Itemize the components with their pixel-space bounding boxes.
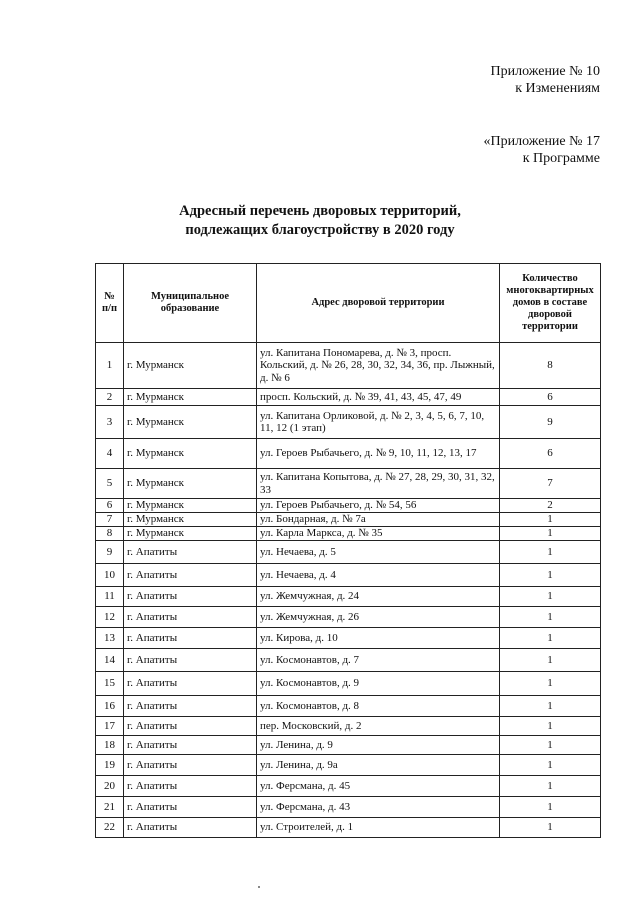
row-number: 22: [96, 818, 124, 838]
address-table: [95, 263, 601, 838]
row-number: 3: [96, 406, 124, 439]
row-address: ул. Ленина, д. 9а: [257, 755, 500, 776]
row-address: ул. Ленина, д. 9: [257, 736, 500, 755]
table-row: [96, 439, 601, 469]
row-municipality: г. Апатиты: [124, 797, 257, 818]
table-row: [96, 736, 601, 755]
appendix-number: Приложение № 10: [490, 64, 600, 79]
row-address: ул. Капитана Пономарева, д. № 3, просп. Кольский, д. № 26, 28, 30, 32, 34, 36, пр. Лыжный, д. № 6: [257, 343, 500, 389]
title-line-2: подлежащих благоустройству в 2020 году: [185, 222, 455, 238]
row-house-count: 1: [500, 755, 601, 776]
row-number: 11: [96, 587, 124, 607]
row-number: 18: [96, 736, 124, 755]
row-address: ул. Кирова, д. 10: [257, 628, 500, 649]
table-row: [96, 696, 601, 717]
row-municipality: г. Апатиты: [124, 649, 257, 672]
row-number: 7: [96, 513, 124, 527]
row-house-count: 1: [500, 776, 601, 797]
row-number: 20: [96, 776, 124, 797]
row-address: ул. Космонавтов, д. 9: [257, 672, 500, 696]
row-number: 21: [96, 797, 124, 818]
table-row: [96, 717, 601, 736]
row-house-count: 1: [500, 587, 601, 607]
table-row: [96, 564, 601, 587]
row-address: ул. Космонавтов, д. 7: [257, 649, 500, 672]
table-row: [96, 541, 601, 564]
row-house-count: 1: [500, 818, 601, 838]
row-municipality: г. Мурманск: [124, 499, 257, 513]
row-address: ул. Жемчужная, д. 24: [257, 587, 500, 607]
row-number: 4: [96, 439, 124, 469]
table-row: [96, 343, 601, 389]
row-house-count: 6: [500, 439, 601, 469]
program-appendix-header: [484, 133, 601, 167]
row-address: ул. Капитана Орликовой, д. № 2, 3, 4, 5, 6, 7, 10, 11, 12 (1 этап): [257, 406, 500, 439]
row-municipality: г. Апатиты: [124, 776, 257, 797]
row-address: ул. Жемчужная, д. 26: [257, 607, 500, 628]
row-house-count: 6: [500, 389, 601, 406]
row-municipality: г. Апатиты: [124, 607, 257, 628]
appendix-header: [491, 63, 601, 97]
row-municipality: г. Мурманск: [124, 469, 257, 499]
row-address: пер. Московский, д. 2: [257, 717, 500, 736]
row-municipality: г. Мурманск: [124, 513, 257, 527]
row-number: 1: [96, 343, 124, 389]
col-header-count: Количество многоквартирных домов в составе дворовой территории: [500, 264, 601, 343]
table-row: [96, 607, 601, 628]
row-address: ул. Карла Маркса, д. № 35: [257, 527, 500, 541]
row-municipality: г. Апатиты: [124, 736, 257, 755]
row-house-count: 1: [500, 628, 601, 649]
row-house-count: 1: [500, 527, 601, 541]
row-municipality: г. Мурманск: [124, 389, 257, 406]
table-row: [96, 755, 601, 776]
row-number: 5: [96, 469, 124, 499]
table-row: [96, 389, 601, 406]
row-house-count: 8: [500, 343, 601, 389]
col-header-address: Адрес дворовой территории: [257, 264, 500, 343]
row-municipality: г. Апатиты: [124, 564, 257, 587]
row-address: ул. Бондарная, д. № 7а: [257, 513, 500, 527]
row-address: просп. Кольский, д. № 39, 41, 43, 45, 47, 49: [257, 389, 500, 406]
row-house-count: 2: [500, 499, 601, 513]
table-body: [96, 343, 601, 838]
row-address: ул. Нечаева, д. 4: [257, 564, 500, 587]
row-number: 9: [96, 541, 124, 564]
table-row: [96, 587, 601, 607]
row-house-count: 1: [500, 541, 601, 564]
row-address: ул. Космонавтов, д. 8: [257, 696, 500, 717]
table-row: [96, 797, 601, 818]
row-municipality: г. Мурманск: [124, 343, 257, 389]
row-address: ул. Ферсмана, д. 45: [257, 776, 500, 797]
row-number: 8: [96, 527, 124, 541]
row-number: 6: [96, 499, 124, 513]
row-municipality: г. Апатиты: [124, 696, 257, 717]
row-address: ул. Нечаева, д. 5: [257, 541, 500, 564]
row-address: ул. Капитана Копытова, д. № 27, 28, 29, 30, 31, 32, 33: [257, 469, 500, 499]
row-address: ул. Ферсмана, д. 43: [257, 797, 500, 818]
program-appendix-subtitle: к Программе: [522, 151, 600, 166]
scan-speck: [258, 886, 260, 888]
col-header-number: № п/п: [96, 264, 124, 343]
table-row: [96, 469, 601, 499]
row-municipality: г. Апатиты: [124, 541, 257, 564]
table-row: [96, 672, 601, 696]
row-house-count: 9: [500, 406, 601, 439]
document-title: [0, 202, 640, 240]
table-row: [96, 776, 601, 797]
row-number: 10: [96, 564, 124, 587]
row-number: 17: [96, 717, 124, 736]
row-municipality: г. Апатиты: [124, 672, 257, 696]
row-municipality: г. Апатиты: [124, 587, 257, 607]
row-municipality: г. Апатиты: [124, 628, 257, 649]
row-municipality: г. Апатиты: [124, 755, 257, 776]
row-house-count: 1: [500, 672, 601, 696]
table-row: [96, 499, 601, 513]
row-house-count: 1: [500, 797, 601, 818]
table-row: [96, 527, 601, 541]
row-municipality: г. Мурманск: [124, 439, 257, 469]
appendix-subtitle: к Изменениям: [515, 81, 600, 96]
col-header-municipality: Муниципальное образование: [124, 264, 257, 343]
row-number: 14: [96, 649, 124, 672]
row-house-count: 1: [500, 513, 601, 527]
table-row: [96, 649, 601, 672]
row-house-count: 1: [500, 564, 601, 587]
table-row: [96, 818, 601, 838]
row-number: 13: [96, 628, 124, 649]
row-number: 19: [96, 755, 124, 776]
row-municipality: г. Мурманск: [124, 527, 257, 541]
row-house-count: 7: [500, 469, 601, 499]
table-row: [96, 628, 601, 649]
row-municipality: г. Мурманск: [124, 406, 257, 439]
row-municipality: г. Апатиты: [124, 717, 257, 736]
row-house-count: 1: [500, 649, 601, 672]
row-number: 15: [96, 672, 124, 696]
row-address: ул. Героев Рыбачьего, д. № 54, 56: [257, 499, 500, 513]
row-house-count: 1: [500, 696, 601, 717]
table-row: [96, 406, 601, 439]
row-number: 2: [96, 389, 124, 406]
row-house-count: 1: [500, 717, 601, 736]
row-address: ул. Строителей, д. 1: [257, 818, 500, 838]
row-address: ул. Героев Рыбачьего, д. № 9, 10, 11, 12, 13, 17: [257, 439, 500, 469]
program-appendix-number: «Приложение № 17: [483, 134, 600, 149]
title-line-1: Адресный перечень дворовых территорий,: [179, 203, 461, 219]
row-house-count: 1: [500, 607, 601, 628]
row-number: 12: [96, 607, 124, 628]
table-header-row: [96, 264, 601, 343]
row-house-count: 1: [500, 736, 601, 755]
table-row: [96, 513, 601, 527]
row-number: 16: [96, 696, 124, 717]
row-municipality: г. Апатиты: [124, 818, 257, 838]
